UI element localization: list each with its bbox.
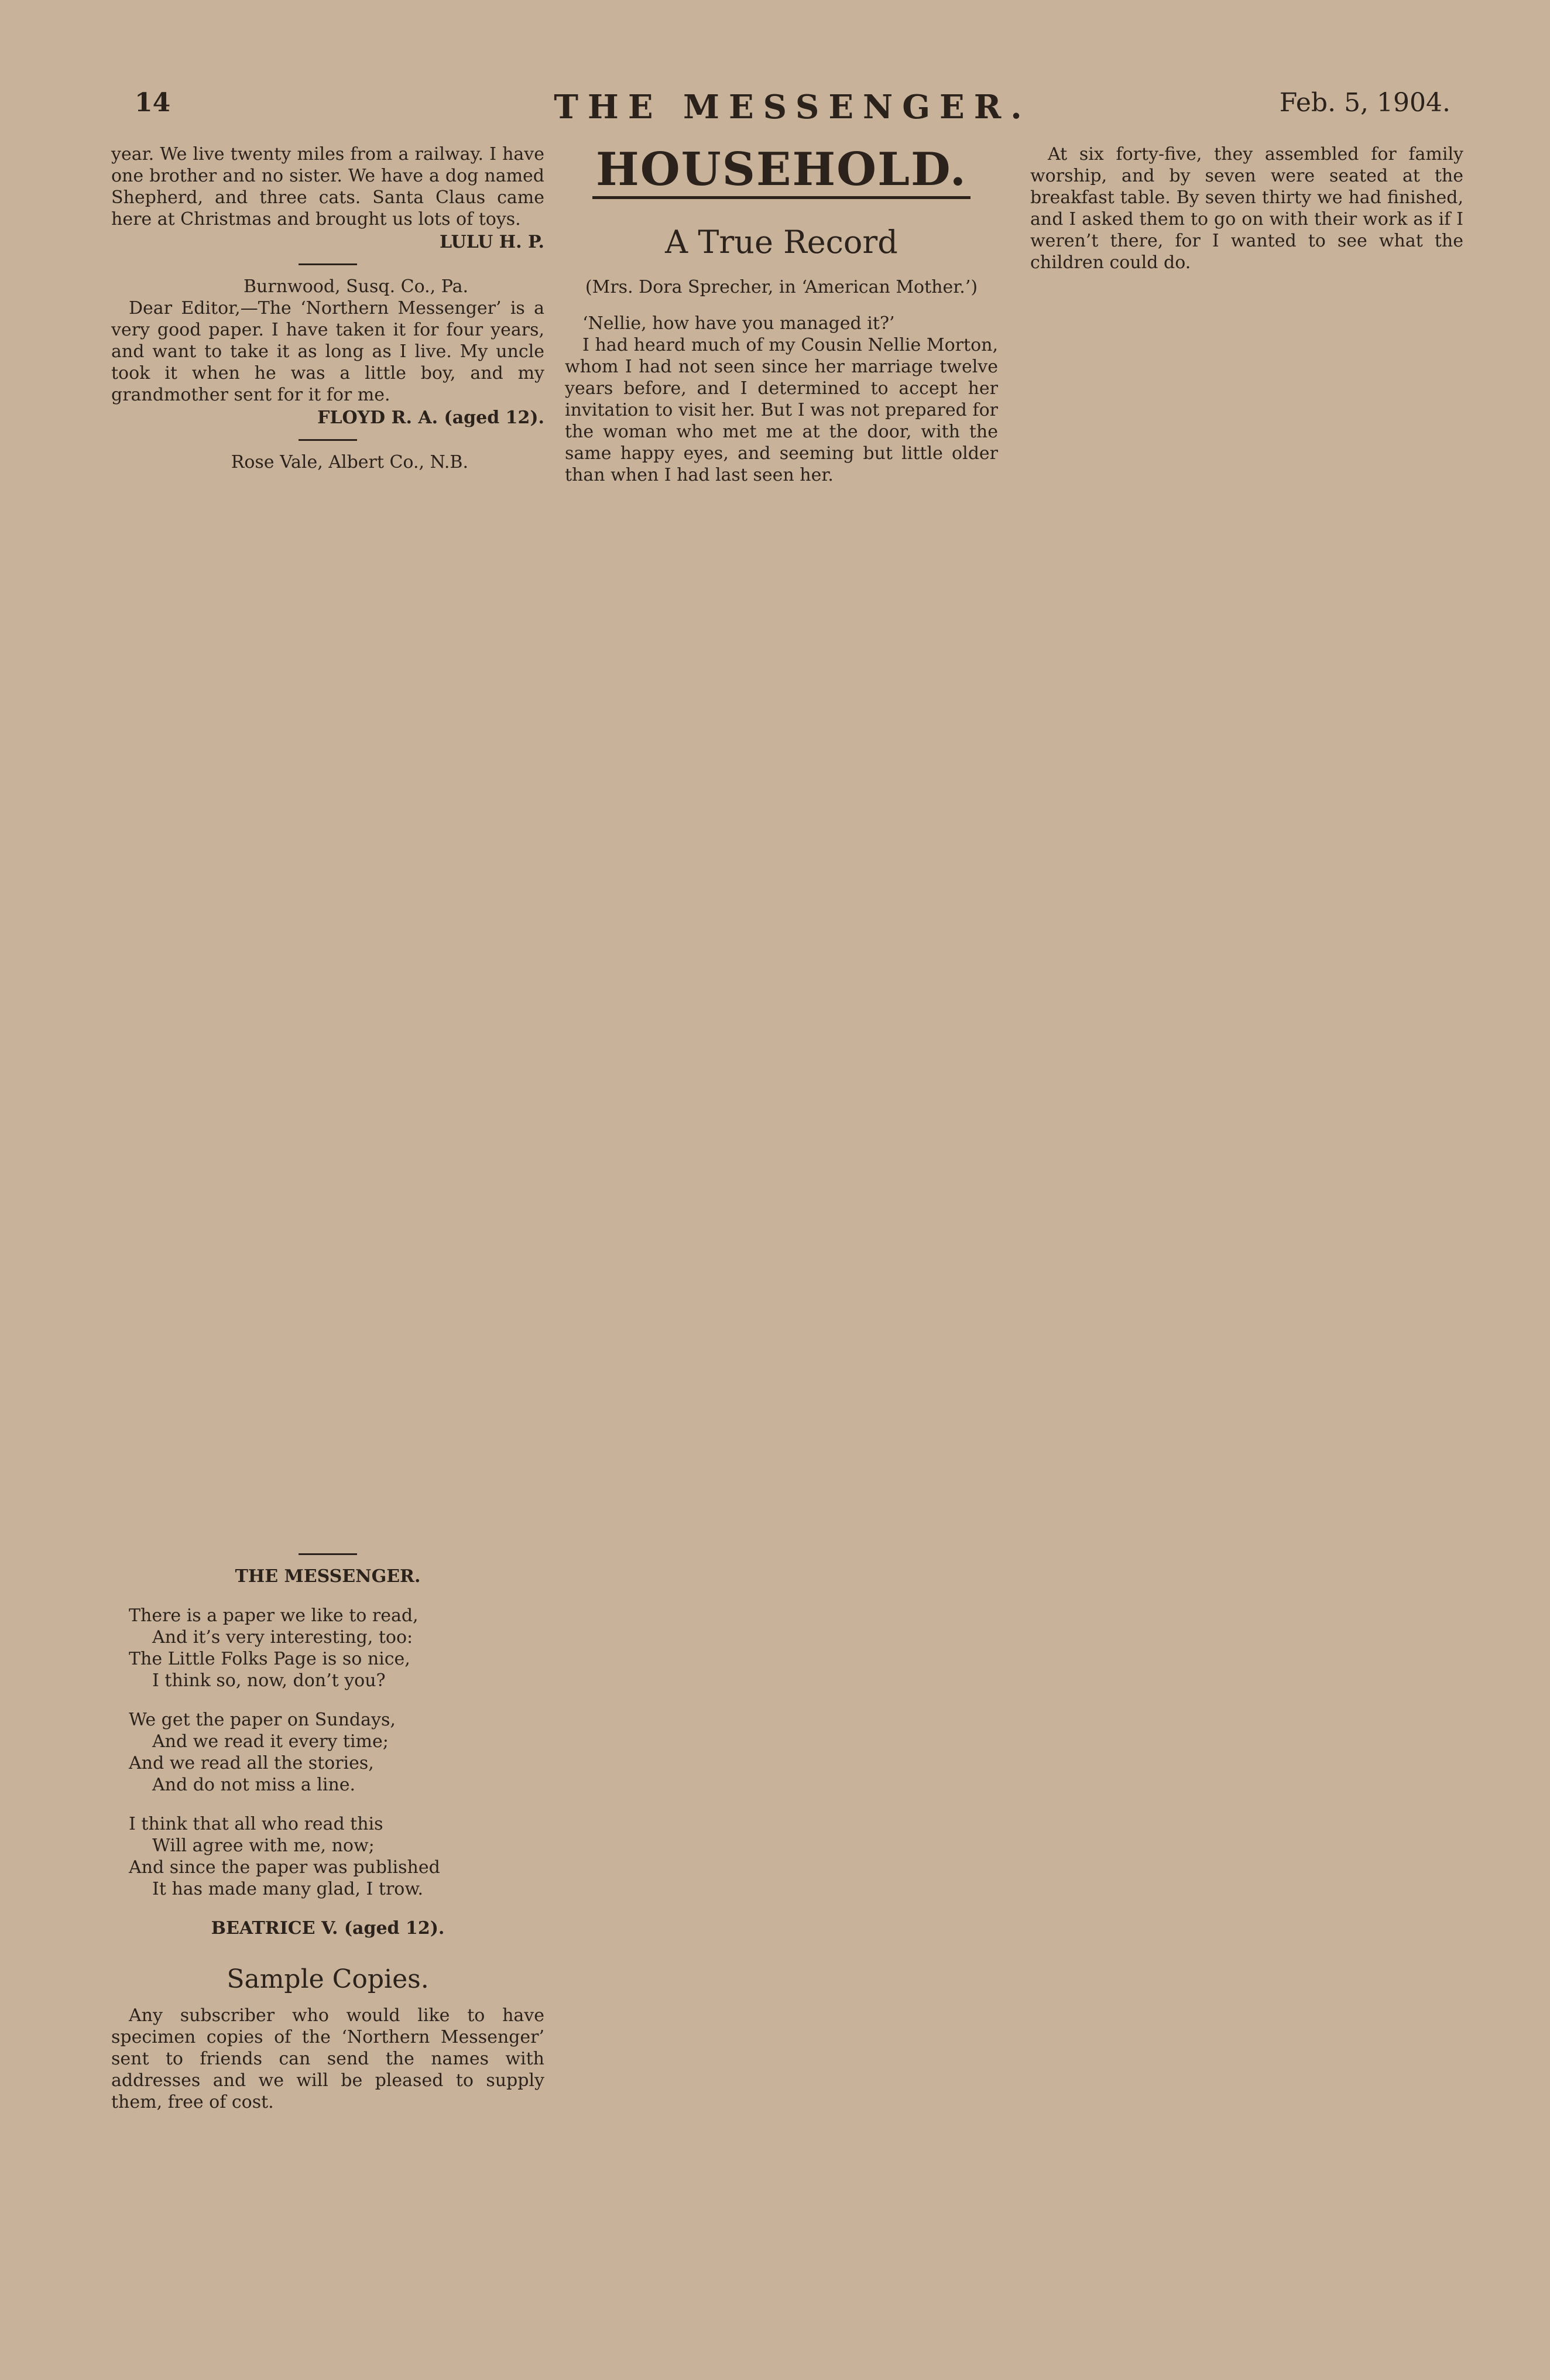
poem-line: Will agree with me, now; <box>152 1835 375 1856</box>
sample-copies-title: Sample Copies. <box>227 1964 429 1994</box>
article-byline: (Mrs. Dora Sprecher, in ‘American Mother.’) <box>585 277 978 297</box>
poem-line: It has made many glad, I trow. <box>152 1879 424 1899</box>
article-paragraph: At six forty-five, they assembled for family worship, and by seven were seated at the breakfast table. By seven thirty we had finished, and I asked them to go on with their work as if I weren’t there, for I wanted to see what the children could do. <box>1030 144 1463 273</box>
letter-location: Burnwood, Susq. Co., Pa. <box>243 276 468 297</box>
poem <box>129 1605 544 1900</box>
sample-copies-text: Any subscriber who would like to have specimen copies of the ‘Northern Messenger’ sent to friends can send the names with addresses and we will be pleased to supply them, free of cost. <box>111 2005 544 2112</box>
letter-text: year. We live twenty miles from a railway. I have one brother and no sister. We have a dog named Shepherd, and three cats. Santa Claus came here at Christmas and brought us lots of toys. <box>111 144 544 230</box>
poem-line: And do not miss a line. <box>152 1775 356 1795</box>
poem-stanza <box>129 1605 544 1691</box>
poem-stanza <box>129 1709 544 1796</box>
letter-location: Rose Vale, Albert Co., N.B. <box>231 452 468 472</box>
column-left <box>111 143 544 2112</box>
poem-line: And it’s very interesting, too: <box>152 1627 413 1648</box>
poem-line: I think so, now, don’t you? <box>152 1670 386 1691</box>
poem-line: I think that all who read this <box>129 1814 383 1834</box>
page-header <box>135 88 1450 135</box>
article-title: A True Record <box>665 224 898 261</box>
divider <box>299 263 357 265</box>
issue-date: Feb. 5, 1904. <box>1279 88 1450 118</box>
poem-line: And we read it every time; <box>152 1731 389 1752</box>
poem-line: The Little Folks Page is so nice, <box>129 1649 410 1669</box>
section-title-text: HOUSEHOLD. <box>592 143 971 199</box>
column-right <box>1030 143 1463 273</box>
article-paragraph: I had heard much of my Cousin Nellie Morton, whom I had not seen since her marriage twelve years before, and I determined to accept her invitation to visit her. But I was not prepared for the woman who met me at the door, with the same happy eyes, and seeming but little older than when I had last seen her. <box>565 335 998 485</box>
section-title <box>565 143 998 196</box>
masthead: THE MESSENGER. <box>554 88 1031 126</box>
divider <box>299 439 357 441</box>
page-number: 14 <box>135 88 171 118</box>
letter-text: Dear Editor,—The ‘Northern Messenger’ is a very good paper. I have taken it for four years, and want to take it as long as I live. My uncle took it when he was a little boy, and my grandmother sent for it for me. <box>111 298 544 405</box>
poem-line: And since the paper was published <box>129 1857 440 1878</box>
divider <box>299 1553 357 1555</box>
poem-title: THE MESSENGER. <box>235 1566 421 1587</box>
poem-block <box>111 1543 544 2113</box>
column-middle <box>565 143 998 486</box>
article-paragraph: ‘Nellie, how have you managed it?’ <box>582 313 895 334</box>
poem-stanza <box>129 1813 544 1900</box>
poem-signature: BEATRICE V. (aged 12). <box>211 1918 445 1939</box>
letter-signature: FLOYD R. A. (aged 12). <box>317 407 544 428</box>
poem-line: There is a paper we like to read, <box>129 1605 419 1626</box>
poem-line: And we read all the stories, <box>129 1753 374 1773</box>
poem-line: We get the paper on Sundays, <box>129 1710 396 1730</box>
letter-signature: LULU H. P. <box>440 232 544 252</box>
